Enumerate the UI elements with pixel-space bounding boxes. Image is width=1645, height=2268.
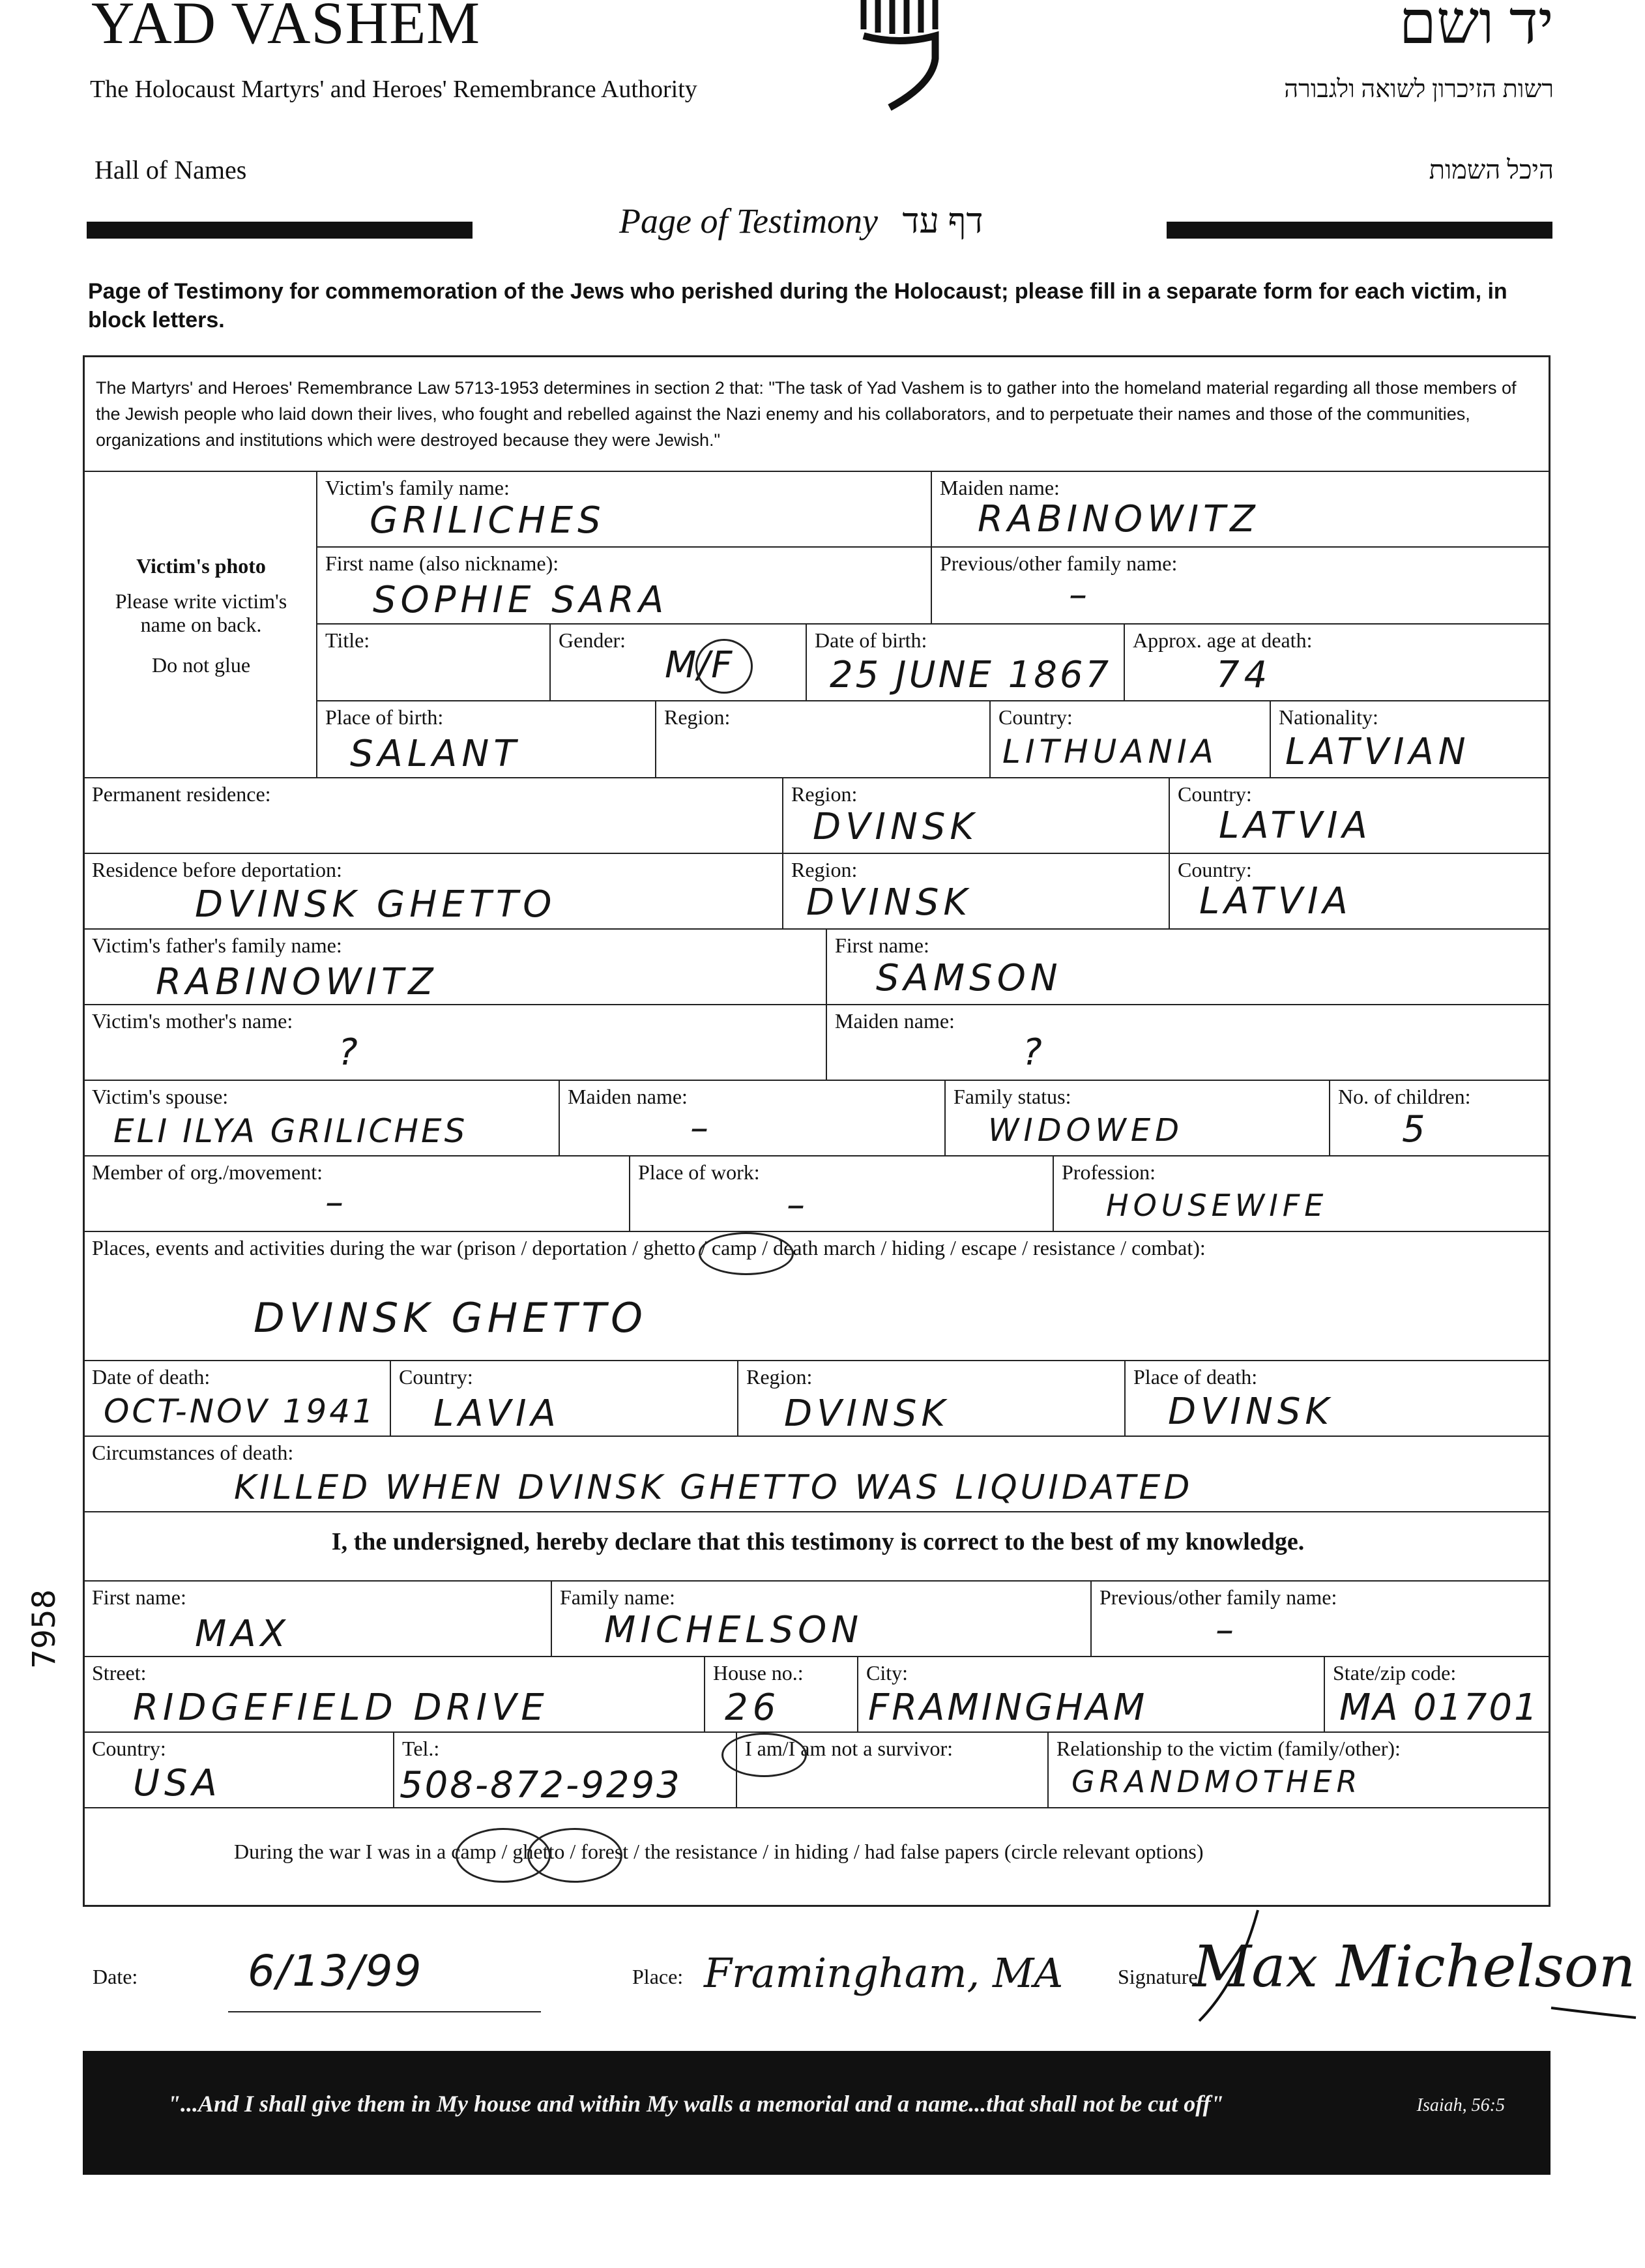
victim-dob-label: Date of birth: [815, 628, 927, 652]
submitter-city-label: City: [866, 1661, 909, 1685]
submitter-country-value: USA [133, 1762, 222, 1804]
deportation-region-label: Region: [791, 858, 858, 881]
death-region-value: DVINSK [784, 1392, 950, 1435]
deportation-country-label: Country: [1178, 858, 1252, 881]
footer-quote: "...And I shall give them in My house and within My walls a memorial and a name...that shall not be cut off" [167, 2091, 1224, 2117]
death-place-field[interactable] [1124, 1360, 1550, 1437]
victim-nationality-field[interactable] [1270, 700, 1550, 778]
victim-nationality-value: LATVIAN [1285, 731, 1470, 773]
submitter-phone-value: 508-872-9293 [400, 1764, 682, 1806]
submitter-state-zip-value: MA 01701 [1339, 1686, 1539, 1729]
victim-maiden-name-value: RABINOWITZ [978, 498, 1260, 540]
deportation-residence-field[interactable] [83, 853, 783, 930]
death-region-field[interactable] [737, 1360, 1126, 1437]
submitter-phone-field[interactable] [393, 1731, 737, 1808]
family-status-label: Family status: [954, 1085, 1071, 1108]
deportation-region-value: DVINSK [806, 881, 972, 924]
law-text: The Martyrs' and Heroes' Remembrance Law 5713-1953 determines in section 2 that: "The task of Yad Vashem is to gather into the homeland material regarding all those members of the Jewish people who laid down their lives, who fought and rebelled against the Nazi enemy and his collaborators, and to perpetuate their names and those of the communities, organizations and institutions which were destroyed because they were Jewish." [96, 378, 1517, 450]
form-title-hebrew: דף עד [902, 201, 983, 241]
org-name-english: YAD VASHEM [91, 0, 481, 56]
place-label: Place: [632, 1965, 684, 1988]
victim-previous-name-field[interactable] [931, 546, 1550, 625]
spouse-name-value: ELI ILYA GRILICHES [113, 1112, 468, 1150]
victim-title-field[interactable] [316, 623, 551, 701]
relationship-value: GRANDMOTHER [1071, 1764, 1362, 1799]
death-region-label: Region: [746, 1365, 813, 1389]
victim-gender-field[interactable] [549, 623, 807, 701]
profession-value: HOUSEWIFE [1106, 1188, 1328, 1223]
permanent-country-field[interactable] [1169, 777, 1550, 854]
photo-title: Victim's photo [136, 554, 266, 578]
subtitle-hebrew: רשות הזיכרון לשואה ולגבורה [1284, 76, 1554, 103]
submitter-city-field[interactable] [857, 1656, 1325, 1733]
ghetto-selection-circle [699, 1232, 794, 1275]
submitter-country-field[interactable] [83, 1731, 394, 1808]
submitter-family-name-value: MICHELSON [604, 1609, 864, 1651]
workplace-field[interactable] [629, 1155, 1054, 1232]
subtitle-english: The Holocaust Martyrs' and Heroes' Remembrance Authority [90, 76, 697, 103]
submitter-house-no-value: 26 [725, 1686, 781, 1729]
victim-birthplace-label: Place of birth: [325, 705, 444, 729]
victim-age-label: Approx. age at death: [1133, 628, 1313, 652]
victim-birth-country-label: Country: [998, 705, 1073, 729]
deportation-country-value: LATVIA [1199, 880, 1352, 922]
mother-name-label: Victim's mother's name: [92, 1009, 293, 1033]
victim-first-name-field[interactable] [316, 546, 932, 625]
father-first-name-label: First name: [835, 934, 929, 957]
submitter-house-no-field[interactable] [704, 1656, 858, 1733]
victim-maiden-name-label: Maiden name: [940, 476, 1060, 499]
mother-maiden-name-value: ? [1023, 1031, 1047, 1074]
relationship-label: Relationship to the victim (family/other): [1056, 1737, 1401, 1760]
submitter-street-value: RIDGEFIELD DRIVE [133, 1686, 549, 1729]
during-war-label: During the war I was in a camp / ghetto / forest / the resistance / in hiding / had false papers (circle relevant options) [234, 1840, 1204, 1863]
victim-birthplace-field[interactable] [316, 700, 656, 778]
spouse-maiden-name-label: Maiden name: [568, 1085, 688, 1108]
victim-gender-label: Gender: [559, 628, 626, 652]
yad-vashem-logo-icon [851, 0, 955, 111]
victim-age-value: 74 [1216, 654, 1272, 696]
death-place-label: Place of death: [1133, 1365, 1258, 1389]
deportation-country-field[interactable] [1169, 853, 1550, 930]
hall-of-names-hebrew: היכל השמות [1429, 155, 1554, 184]
children-count-value: 5 [1402, 1108, 1430, 1151]
date-value[interactable]: 6/13/99 [248, 1946, 423, 1996]
org-name-hebrew: יד ושם [1399, 0, 1554, 56]
victim-birthplace-value: SALANT [350, 733, 521, 775]
spouse-maiden-name-value: – [690, 1107, 713, 1149]
workplace-label: Place of work: [638, 1160, 760, 1184]
submitter-first-name-field[interactable] [83, 1580, 552, 1657]
family-status-field[interactable] [944, 1080, 1330, 1156]
survivor-status-label: I am/I am not a survivor: [745, 1737, 954, 1760]
photo-line-1: Please write victim's [115, 589, 287, 613]
submitter-first-name-value: MAX [195, 1613, 290, 1655]
title-bar-right [1167, 222, 1552, 239]
submitter-phone-label: Tel.: [402, 1737, 440, 1760]
permanent-region-field[interactable] [782, 777, 1170, 854]
spouse-name-field[interactable] [83, 1080, 560, 1156]
father-family-name-field[interactable] [83, 928, 827, 1005]
father-first-name-value: SAMSON [876, 957, 1062, 999]
submitter-first-name-label: First name: [92, 1585, 186, 1609]
death-circumstances-value: KILLED WHEN DVINSK GHETTO WAS LIQUIDATED [234, 1468, 1193, 1507]
footer-source: Isaiah, 56:5 [1416, 2095, 1505, 2115]
wartime-places-value: DVINSK GHETTO [254, 1294, 647, 1342]
permanent-region-label: Region: [791, 782, 858, 806]
death-place-value: DVINSK [1168, 1391, 1334, 1433]
submitter-state-zip-label: State/zip code: [1333, 1661, 1457, 1685]
date-label: Date: [93, 1965, 138, 1988]
i-am-selection-circle [721, 1733, 807, 1777]
profession-field[interactable] [1053, 1155, 1550, 1232]
victim-title-label: Title: [325, 628, 370, 652]
victim-birth-country-field[interactable] [989, 700, 1271, 778]
intro-instructions: Page of Testimony for commemoration of the Jews who perished during the Holocaust; please fill in a separate form for each victim, in block letters. [88, 279, 1507, 332]
survivor-status-field[interactable] [736, 1731, 1049, 1808]
profession-label: Profession: [1062, 1160, 1156, 1184]
title-bar-left [87, 222, 473, 239]
mother-name-field[interactable] [83, 1004, 827, 1081]
family-status-value: WIDOWED [988, 1112, 1184, 1149]
victim-nationality-label: Nationality: [1279, 705, 1378, 729]
children-count-label: No. of children: [1338, 1085, 1471, 1108]
org-membership-label: Member of org./movement: [92, 1160, 323, 1184]
victim-birth-region-field[interactable] [655, 700, 991, 778]
victim-family-name-field[interactable] [316, 471, 932, 548]
permanent-country-label: Country: [1178, 782, 1252, 806]
date-line [228, 2011, 541, 2012]
victim-previous-name-label: Previous/other family name: [940, 552, 1178, 575]
submitter-family-name-field[interactable] [551, 1580, 1092, 1657]
death-country-label: Country: [399, 1365, 473, 1389]
father-family-name-label: Victim's father's family name: [92, 934, 342, 957]
permanent-region-value: DVINSK [813, 806, 979, 848]
photo-line-2: name on back. [140, 613, 262, 636]
victim-gender-value: M/F [665, 644, 734, 686]
victim-birth-country-value: LITHUANIA [1002, 733, 1218, 771]
submitter-previous-name-label: Previous/other family name: [1099, 1585, 1337, 1609]
victim-birth-region-label: Region: [664, 705, 731, 729]
victim-first-name-value: SOPHIE SARA [373, 579, 669, 621]
children-count-field[interactable] [1329, 1080, 1550, 1156]
victim-previous-name-value: – [1069, 574, 1092, 616]
spouse-maiden-name-field[interactable] [559, 1080, 946, 1156]
side-reference-number: 7958 [26, 1589, 63, 1669]
permanent-residence-label: Permanent residence: [92, 782, 271, 806]
declaration-text: I, the undersigned, hereby declare that this testimony is correct to the best of my knowledge. [331, 1528, 1305, 1555]
victim-maiden-name-field[interactable] [931, 471, 1550, 548]
spouse-name-label: Victim's spouse: [92, 1085, 229, 1108]
victim-dob-value: 25 JUNE 1867 [830, 654, 1112, 696]
mother-maiden-name-label: Maiden name: [835, 1009, 955, 1033]
submitter-street-label: Street: [92, 1661, 147, 1685]
death-date-field[interactable] [83, 1360, 391, 1437]
victim-family-name-value: GRILICHES [370, 499, 605, 542]
relationship-field[interactable] [1047, 1731, 1550, 1808]
victim-family-name-label: Victim's family name: [325, 476, 510, 499]
wartime-places-field[interactable] [83, 1231, 1550, 1361]
permanent-country-value: LATVIA [1219, 804, 1372, 847]
org-membership-value: – [325, 1181, 348, 1224]
death-date-value: OCT-NOV 1941 [104, 1392, 376, 1430]
signature-flourish-icon [1160, 1904, 1642, 2034]
footer-banner [83, 2051, 1550, 2175]
mother-maiden-name-field[interactable] [826, 1004, 1550, 1081]
victim-age-field[interactable] [1124, 623, 1550, 701]
death-circumstances-label: Circumstances of death: [92, 1441, 294, 1464]
signature-value[interactable]: Max Michelson [1193, 1933, 1636, 2000]
father-first-name-field[interactable] [826, 928, 1550, 1005]
place-value[interactable]: Framingham, MA [704, 1949, 1064, 1997]
signature-label: Signature: [1118, 1965, 1204, 1988]
death-country-value: LAVIA [433, 1392, 560, 1435]
workplace-value: – [787, 1184, 809, 1226]
father-family-name-value: RABINOWITZ [156, 961, 438, 1003]
submitter-previous-name-field[interactable] [1090, 1580, 1550, 1657]
death-country-field[interactable] [390, 1360, 738, 1437]
gender-selection-circle [695, 639, 753, 694]
mother-name-value: ? [338, 1031, 362, 1074]
deportation-region-field[interactable] [782, 853, 1170, 930]
deportation-residence-value: DVINSK GHETTO [195, 883, 557, 926]
during-war-field[interactable] [83, 1807, 1550, 1907]
org-membership-field[interactable] [83, 1155, 630, 1232]
submitter-city-value: FRAMINGHAM [868, 1686, 1148, 1729]
deportation-residence-label: Residence before deportation: [92, 858, 342, 881]
death-circumstances-field[interactable] [83, 1436, 1550, 1512]
permanent-residence-field[interactable] [83, 777, 783, 854]
form-title-english: Page of Testimony [619, 201, 878, 241]
submitter-state-zip-field[interactable] [1324, 1656, 1550, 1733]
submitter-country-label: Country: [92, 1737, 166, 1760]
submitter-house-no-label: House no.: [713, 1661, 804, 1685]
death-date-label: Date of death: [92, 1365, 211, 1389]
ghetto-selection-circle-2 [527, 1828, 622, 1883]
submitter-family-name-label: Family name: [560, 1585, 675, 1609]
victim-first-name-label: First name (also nickname): [325, 552, 559, 575]
submitter-previous-name-value: – [1216, 1609, 1238, 1651]
hall-of-names-english: Hall of Names [95, 155, 247, 184]
victim-dob-field[interactable] [806, 623, 1125, 701]
form-title [619, 201, 983, 241]
photo-line-3: Do not glue [151, 653, 251, 677]
submitter-street-field[interactable] [83, 1656, 705, 1733]
wartime-places-label: Places, events and activities during the war (prison / deportation / ghetto / camp / death march / hiding / escape / resistance / combat): [92, 1236, 1206, 1259]
